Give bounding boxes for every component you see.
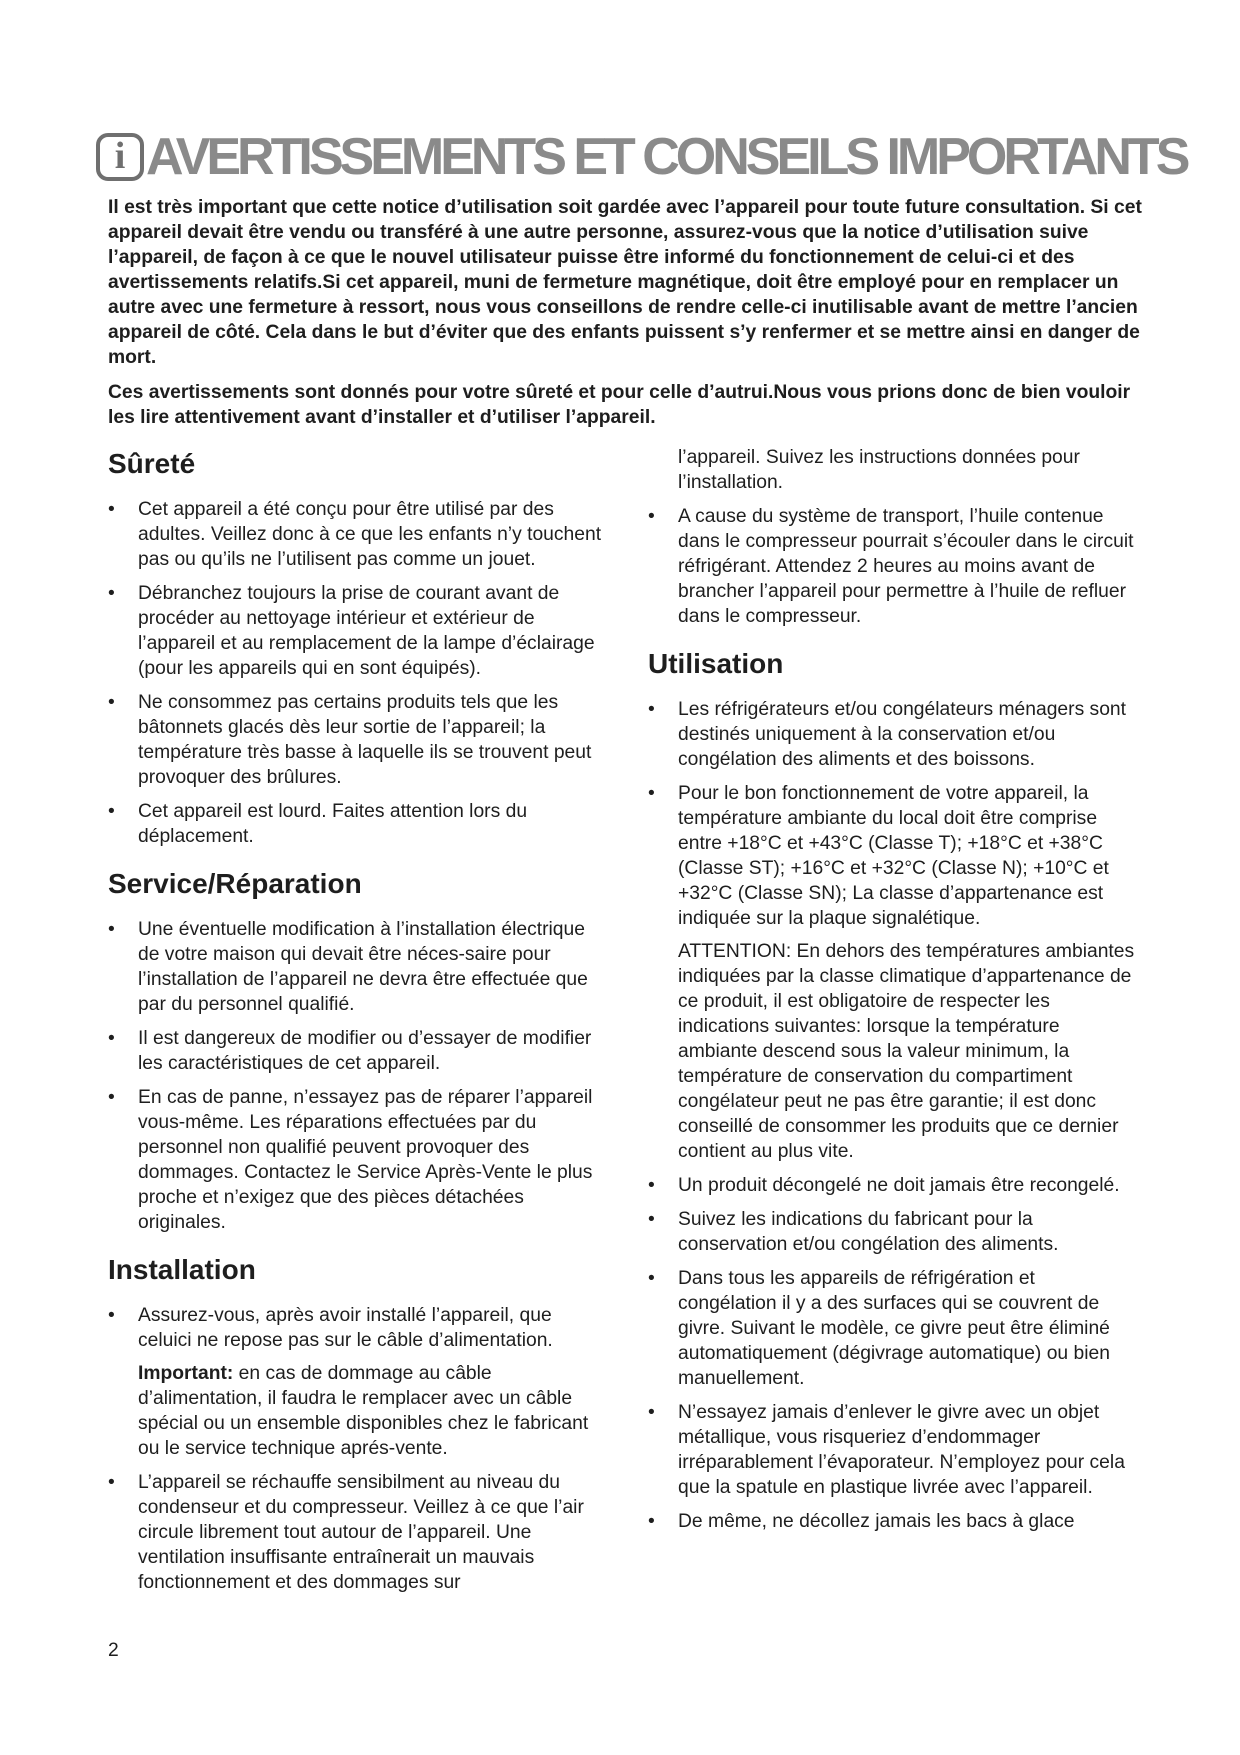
bullet: • [648,1175,655,1196]
bullet: • [108,583,115,604]
list-item [648,1400,1138,1500]
surete-list [108,497,608,849]
list-item [108,1470,608,1595]
important-note [138,1361,608,1461]
list-item-text: Cet appareil a été conçu pour être utilisé par des adultes. Veillez donc à ce que les enfants n’y touchent pas ou qu’ils ne l’utilisent pas comme un jouet. [138,499,602,570]
bullet: • [648,783,655,804]
list-item-text: En cas de panne, n’essayez pas de réparer l’appareil vous-même. Les réparations effectuées par du personnel non qualifié peuvent provoquer des dommages. Contactez le Service Après-Vente le plus proche et n’exigez que des pièces détachées originales. [138,1087,593,1233]
bullet: • [648,699,655,720]
info-icon [96,133,144,181]
section-heading-utilisation: Utilisation [648,648,784,679]
bullet: • [108,1472,115,1493]
bullet: • [648,1268,655,1289]
list-item-text: Une éventuelle modification à l’installation électrique de votre maison qui devait être néces-saire pour l’installation de l’appareil ne devra être effectuée que par du personnel qualifié. [138,919,588,1015]
list-item-text: Suivez les indications du fabricant pour la conservation et/ou congélation des aliments. [678,1209,1059,1255]
bullet: • [108,499,115,520]
intro-section [108,195,1143,440]
list-item-text: De même, ne décollez jamais les bacs à glace [678,1511,1075,1532]
bullet: • [108,1087,115,1108]
list-item [648,781,1138,1164]
installation-list-cont [648,504,1138,629]
list-item-text: A cause du système de transport, l’huile contenue dans le compresseur pourrait s’écouler dans le circuit réfrigérant. Attendez 2 heures au moins avant de brancher l’appareil pour permettre à l’huile de refluer dans le compresseur. [678,506,1134,627]
bullet: • [108,1305,115,1326]
bullet: • [108,801,115,822]
utilisation-list [648,697,1138,1534]
list-item [648,1266,1138,1391]
installation-list [108,1303,608,1595]
list-item-text: Ne consommez pas certains produits tels que les bâtonnets glacés dès leur sortie de l’appareil; la température très basse à laquelle ils se trouvent peut provoquer des brûlures. [138,692,592,788]
list-item-text: Les réfrigérateurs et/ou congélateurs ménagers sont destinés uniquement à la conservation et/ou congélation des aliments et des boissons. [678,699,1127,770]
list-item-text: N’essayez jamais d’enlever le givre avec un objet métallique, vous risqueriez d’endommager irréparablement l’évaporateur. N’employez pour cela que la spatule en plastique livrée avec l’appareil. [678,1402,1125,1498]
list-item [108,581,608,681]
list-item [108,690,608,790]
list-item-text: Il est dangereux de modifier ou d’essayer de modifier les caractéristiques de cet appareil. [138,1028,592,1074]
list-item [108,1085,608,1235]
list-item [108,917,608,1017]
service-list [108,917,608,1235]
list-item [648,1509,1138,1534]
list-item [648,697,1138,772]
list-item-text: L’appareil se réchauffe sensibilment au niveau du condenseur et du compresseur. Veillez à ce que l’air circule librement tout autour de l’appareil. Une ventilation insuffisante entraînerait un mauvais fonctionnement et des dommages sur [138,1472,584,1593]
list-item-text: Dans tous les appareils de réfrigération et congélation il y a des surfaces qui se couvrent de givre. Suivant le modèle, ce givre peut être éliminé automatiquement (dégivrage automatique) ou bien manuellement. [678,1268,1110,1389]
left-column [108,445,608,1604]
list-item-text: Un produit décongelé ne doit jamais être recongelé. [678,1175,1120,1196]
bullet: • [648,506,655,527]
section-heading-service: Service/Réparation [108,868,362,899]
bullet: • [108,919,115,940]
list-item-text: Pour le bon fonctionnement de votre appareil, la température ambiante du local doit être comprise entre +18°C et +43°C (Classe T); +18°C et +38°C (Classe ST); +16°C et +32°C (Classe N); +10°C et +32°C (Classe SN); La classe d’appartenance est indiquée sur la plaque signalétique. [678,783,1109,929]
important-label: Important: [138,1363,234,1384]
intro-paragraph-2: Ces avertissements sont donnés pour votre sûreté et pour celle d’autrui.Nous vous prions donc de bien vouloir les lire attentivement avant d’installer et d’utiliser l’appareil. [108,382,1131,428]
page-header [96,122,1186,192]
page-title: AVERTISSEMENTS ET CONSEILS IMPORTANTS [146,128,1187,186]
list-item [108,799,608,849]
list-item [648,1207,1138,1257]
right-column [648,445,1138,1543]
list-item-text: Assurez-vous, après avoir installé l’appareil, que celuici ne repose pas sur le câble d’alimentation. [138,1305,553,1351]
section-heading-installation: Installation [108,1254,256,1285]
list-item [108,1026,608,1076]
list-item [648,1173,1138,1198]
list-item [108,1303,608,1461]
intro-paragraph-1: Il est très important que cette notice d’utilisation soit gardée avec l’appareil pour toute future consultation. Si cet appareil devait être vendu ou transféré à une autre personne, assurez-vous que la notice d’utilisation suive l’appareil, de façon à ce que le nouvel utilisateur puisse être informé du fonctionnement de celui-ci et des avertissements relatifs.Si cet appareil, muni de fermeture magnétique, doit être employé pour en remplacer un autre avec une fermeture à ressort, nous vous conseillons de rendre celle-ci inutilisable avant de mettre l’ancien appareil de côté. Cela dans le but d’éviter que des enfants puissent s’y renfermer et se mettre ainsi en danger de mort. [108,197,1142,368]
list-item-continuation: l’appareil. Suivez les instructions données pour l’installation. [678,447,1080,493]
important-text: en cas de dommage au câble d’alimentation, il faudra le remplacer avec un câble spécial ou un ensemble disponibles chez le fabricant ou le service technique aprés-vente. [138,1363,589,1459]
bullet: • [648,1511,655,1532]
section-heading-surete: Sûreté [108,448,196,479]
bullet: • [648,1402,655,1423]
list-item [108,497,608,572]
info-icon-glyph: i [114,135,126,177]
bullet: • [108,1028,115,1049]
page-number: 2 [108,1640,119,1661]
attention-note: ATTENTION: En dehors des températures ambiantes indiquées par la classe climatique d’appartenance de ce produit, il est obligatoire de respecter les indications suivantes: lorsque la température ambiante descend sous la valeur minimum, la température de conservation du compartiment congélateur peut ne pas être garantie; il est donc conseillé de consommer les produits que ce dernier contient au plus vite. [678,941,1135,1162]
list-item [648,504,1138,629]
bullet: • [648,1209,655,1230]
list-item-text: Cet appareil est lourd. Faites attention lors du déplacement. [138,801,528,847]
list-item-text: Débranchez toujours la prise de courant avant de procéder au nettoyage intérieur et extérieur de l’appareil et au remplacement de la lampe d’éclairage (pour les appareils qui en sont équipés). [138,583,595,679]
bullet: • [108,692,115,713]
